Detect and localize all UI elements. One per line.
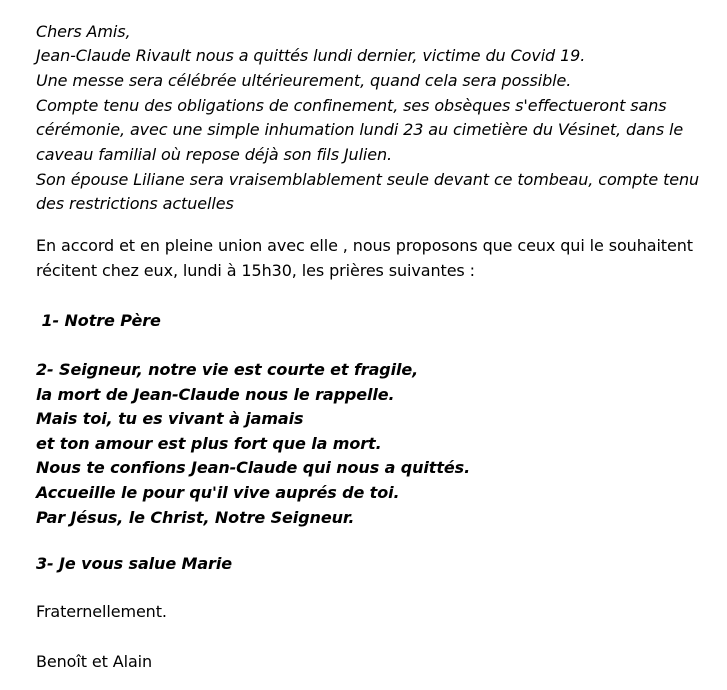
prayer-2-line: Nous te confions Jean-Claude qui nous a quittés. <box>36 458 471 477</box>
proposal-line: récitent chez eux, lundi à 15h30, les prières suivantes : <box>36 261 475 280</box>
prayer-2-line: 2- Seigneur, notre vie est courte et fragile, <box>36 360 419 379</box>
intro-line: Jean-Claude Rivault nous a quittés lundi dernier, victime du Covid 19. <box>36 46 586 65</box>
prayer-2-line: Mais toi, tu es vivant à jamais <box>36 409 304 428</box>
prayer-3: 3- Je vous salue Marie <box>36 554 232 573</box>
greeting: Chers Amis, <box>36 22 131 41</box>
intro-line: Son épouse Liliane sera vraisemblablement seule devant ce tombeau, compte tenu <box>36 170 700 189</box>
closing: Fraternellement. <box>36 602 167 621</box>
prayer-2-line: la mort de Jean-Claude nous le rappelle. <box>36 385 395 404</box>
intro-line: des restrictions actuelles <box>36 194 234 213</box>
prayer-1: 1- Notre Père <box>36 311 161 330</box>
intro-line: Compte tenu des obligations de confinement, ses obsèques s'effectueront sans <box>36 96 667 115</box>
intro-line: caveau familial où repose déjà son fils Julien. <box>36 145 393 164</box>
signature: Benoît et Alain <box>36 652 153 671</box>
proposal-line: En accord et en pleine union avec elle , nous proposons que ceux qui le souhaitent <box>36 236 693 255</box>
intro-line: cérémonie, avec une simple inhumation lundi 23 au cimetière du Vésinet, dans le <box>36 120 684 139</box>
prayer-2-line: Accueille le pour qu'il vive auprés de toi. <box>36 483 400 502</box>
prayer-2-line: Par Jésus, le Christ, Notre Seigneur. <box>36 508 355 527</box>
intro-line: Une messe sera célébrée ultérieurement, quand cela sera possible. <box>36 71 572 90</box>
prayer-2-line: et ton amour est plus fort que la mort. <box>36 434 382 453</box>
